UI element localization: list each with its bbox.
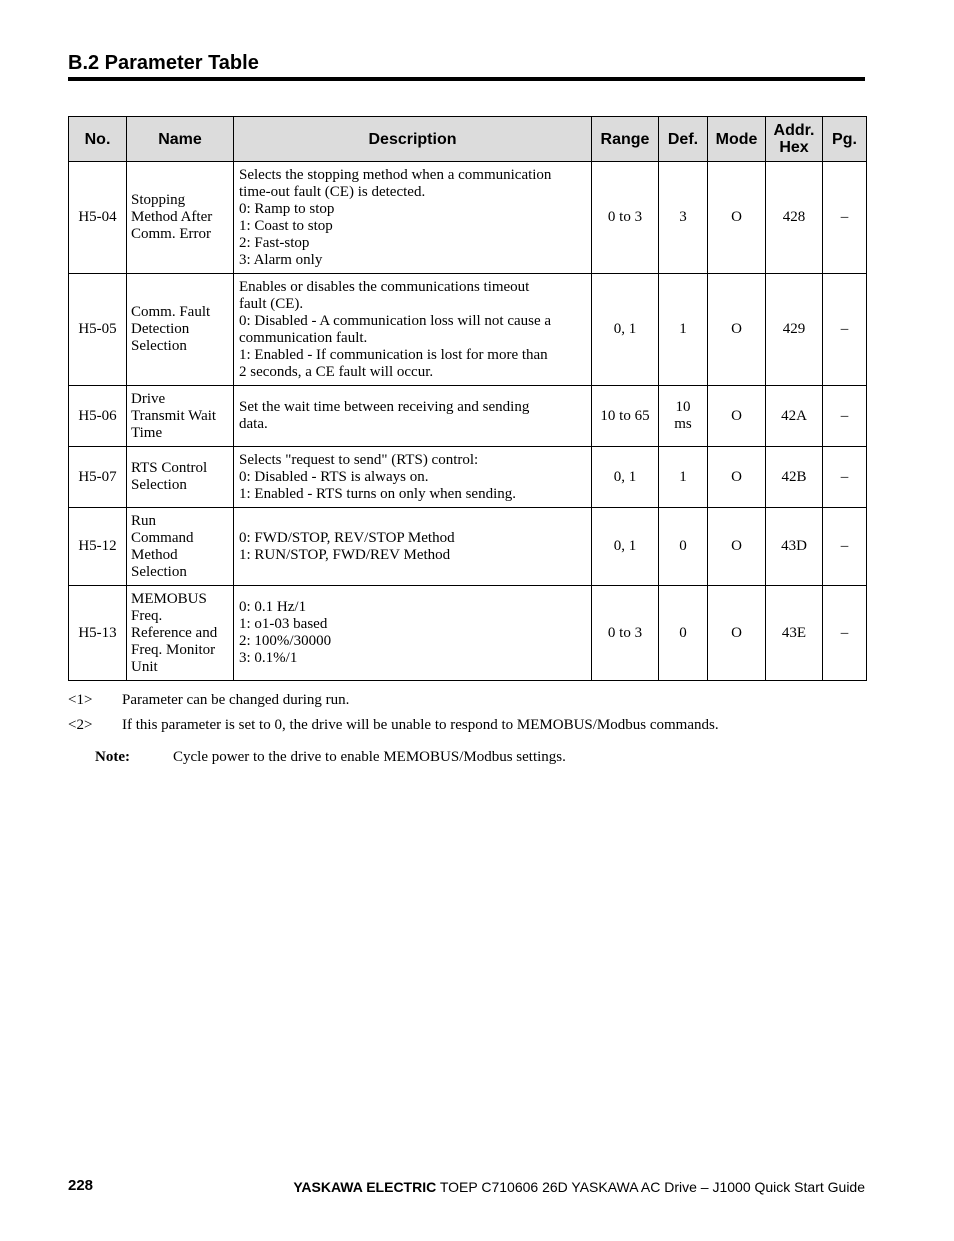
name-line: Transmit Wait — [131, 407, 217, 424]
description-line: 1: o1-03 based — [239, 616, 328, 632]
cell-def: 0 — [659, 508, 708, 586]
description-line: 2: Fast-stop — [239, 234, 310, 251]
cell-mode: O — [708, 274, 766, 386]
description-line: 3: Alarm only — [239, 251, 323, 268]
table-row — [69, 447, 867, 508]
header-def: Def. — [659, 117, 708, 162]
header-description: Description — [234, 117, 592, 162]
cell-range: 0, 1 — [592, 274, 659, 386]
name-line: MEMOBUS — [131, 590, 207, 607]
description-line: data. — [239, 416, 268, 432]
cell-def: 3 — [659, 162, 708, 274]
description-line: 0: Disabled - A communication loss will not cause a — [239, 312, 552, 329]
name-line: Comm. Fault — [131, 304, 211, 320]
note — [68, 747, 865, 772]
description-line: 1: RUN/STOP, FWD/REV Method — [239, 546, 451, 563]
footnote-text: If this parameter is set to 0, the drive will be unable to respond to MEMOBUS/Modbus commands. — [122, 717, 719, 733]
cell-def: 1 — [659, 447, 708, 508]
header-pg: Pg. — [823, 117, 867, 162]
table-row — [69, 274, 867, 386]
description-line: Selects "request to send" (RTS) control: — [239, 451, 479, 468]
cell-range: 0, 1 — [592, 447, 659, 508]
header-addr-line2: Hex — [779, 139, 809, 156]
cell-mode: O — [708, 447, 766, 508]
table-row — [69, 586, 867, 681]
cell-pg: – — [823, 274, 867, 386]
cell-def: 0 — [659, 586, 708, 681]
cell-addr: 42A — [766, 386, 823, 447]
def-value — [663, 399, 703, 433]
header-addr-line1: Addr. — [773, 122, 815, 139]
description-line: Enables or disables the communications timeout — [239, 278, 530, 295]
cell-pg: – — [823, 162, 867, 274]
cell-range: 0 to 3 — [592, 162, 659, 274]
name-line: Stopping — [131, 192, 186, 208]
def-value-line: 10 — [675, 399, 691, 415]
name-line: Selection — [131, 477, 187, 493]
header-no: No. — [69, 117, 127, 162]
name-line: RTS Control — [131, 460, 208, 476]
page-number: 228 — [68, 1177, 94, 1194]
cell-description — [234, 586, 592, 681]
description-line: fault (CE). — [239, 295, 304, 312]
cell-pg: – — [823, 508, 867, 586]
cell-mode: O — [708, 508, 766, 586]
name-line: Comm. Error — [131, 226, 211, 242]
footnote-text: Parameter can be changed during run. — [122, 692, 350, 708]
footer-document-title — [293, 1179, 865, 1195]
description-line: 0: FWD/STOP, REV/STOP Method — [239, 529, 455, 546]
description-line: 1: Enabled - If communication is lost for more than — [239, 346, 548, 363]
cell-pg: – — [823, 447, 867, 508]
name-line: Drive — [131, 390, 166, 407]
footer-doc: TOEP C710606 26D YASKAWA AC Drive – J1000 Quick Start Guide — [436, 1179, 865, 1195]
name-line: Method — [131, 546, 178, 563]
cell-no: H5-06 — [69, 386, 127, 447]
name-line: Selection — [131, 338, 187, 354]
description-line: 1: Enabled - RTS turns on only when sending. — [239, 485, 516, 502]
header-addr — [766, 117, 823, 162]
cell-addr: 43E — [766, 586, 823, 681]
cell-range: 10 to 65 — [592, 386, 659, 447]
description-line: 1: Coast to stop — [239, 217, 333, 234]
footer-brand: YASKAWA ELECTRIC — [293, 1179, 437, 1195]
cell-addr: 428 — [766, 162, 823, 274]
table-header-row — [69, 117, 867, 162]
cell-mode: O — [708, 386, 766, 447]
name-line: Command — [131, 529, 194, 546]
heading-rule — [68, 77, 865, 81]
table-body — [69, 162, 867, 681]
cell-description — [234, 274, 592, 386]
name-line: Freq. — [131, 607, 163, 624]
header-mode: Mode — [708, 117, 766, 162]
description-line: time-out fault (CE) is detected. — [239, 183, 426, 200]
note-label: Note: — [95, 749, 130, 765]
name-line: Reference and — [131, 624, 218, 641]
name-line: Freq. Monitor — [131, 641, 216, 658]
cell-def — [659, 386, 708, 447]
name-line: Selection — [131, 563, 187, 580]
description-line: 2 seconds, a CE fault will occur. — [239, 363, 434, 380]
cell-def: 1 — [659, 274, 708, 386]
description-line: 0: Disabled - RTS is always on. — [239, 468, 429, 485]
cell-no: H5-05 — [69, 274, 127, 386]
cell-range: 0, 1 — [592, 508, 659, 586]
header-name: Name — [127, 117, 234, 162]
description-line: Set the wait time between receiving and sending — [239, 399, 530, 415]
name-line: Time — [131, 424, 163, 441]
cell-no: H5-07 — [69, 447, 127, 508]
header-range: Range — [592, 117, 659, 162]
cell-no: H5-13 — [69, 586, 127, 681]
cell-pg: – — [823, 586, 867, 681]
description-line: communication fault. — [239, 329, 368, 346]
cell-addr: 43D — [766, 508, 823, 586]
cell-pg: – — [823, 386, 867, 447]
cell-name — [127, 386, 234, 447]
name-line: Unit — [131, 658, 158, 675]
description-line: 0: Ramp to stop — [239, 200, 335, 217]
footnote-mark: <2> — [68, 717, 93, 733]
cell-name — [127, 274, 234, 386]
note-text: Cycle power to the drive to enable MEMOBUS/Modbus settings. — [173, 749, 566, 765]
cell-description — [234, 386, 592, 447]
footnote-mark: <1> — [68, 692, 93, 708]
table-row — [69, 386, 867, 447]
cell-mode: O — [708, 586, 766, 681]
cell-name — [127, 508, 234, 586]
footnotes — [68, 690, 865, 772]
name-line: Detection — [131, 321, 190, 337]
description-line: 2: 100%/30000 — [239, 633, 332, 649]
footnote — [68, 715, 865, 740]
cell-addr: 42B — [766, 447, 823, 508]
cell-range: 0 to 3 — [592, 586, 659, 681]
cell-addr: 429 — [766, 274, 823, 386]
table-row — [69, 162, 867, 274]
cell-name — [127, 447, 234, 508]
table-row — [69, 508, 867, 586]
cell-description — [234, 447, 592, 508]
cell-name — [127, 586, 234, 681]
cell-description — [234, 508, 592, 586]
cell-mode: O — [708, 162, 766, 274]
description-line: Selects the stopping method when a communication — [239, 166, 552, 183]
cell-name — [127, 162, 234, 274]
cell-no: H5-04 — [69, 162, 127, 274]
parameter-table — [68, 116, 867, 681]
footnote — [68, 690, 865, 715]
section-title: B.2 Parameter Table — [68, 52, 259, 74]
name-line: Run — [131, 512, 157, 529]
cell-description — [234, 162, 592, 274]
def-value-line: ms — [674, 416, 692, 432]
description-line: 3: 0.1%/1 — [239, 650, 298, 666]
description-line: 0: 0.1 Hz/1 — [239, 599, 307, 615]
name-line: Method After — [131, 209, 213, 225]
cell-no: H5-12 — [69, 508, 127, 586]
